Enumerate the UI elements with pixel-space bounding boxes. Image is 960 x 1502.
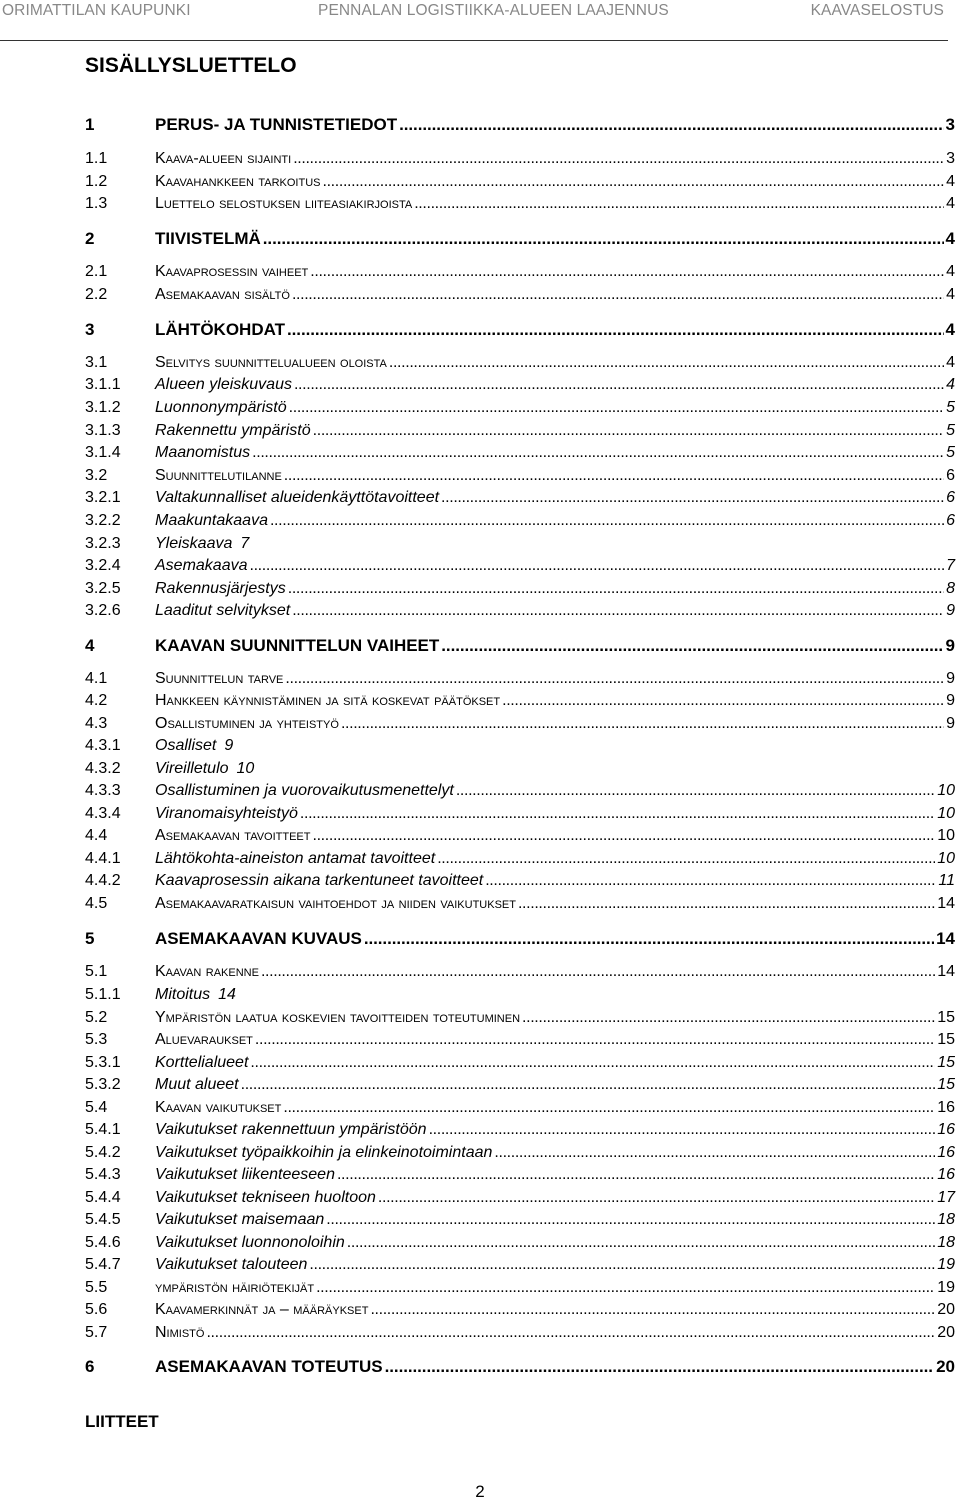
toc-entry-number: 2.2 bbox=[85, 286, 108, 303]
toc-entry-title: Vaikutukset liikenteeseen bbox=[155, 1166, 335, 1183]
toc-dot-leader bbox=[389, 354, 944, 372]
toc-dot-leader bbox=[313, 422, 944, 440]
toc-entry-title: ASEMAKAAVAN TOTEUTUS bbox=[155, 1357, 383, 1376]
toc-entry[interactable] bbox=[85, 929, 955, 951]
toc-dot-leader bbox=[206, 1324, 935, 1342]
toc-dot-leader bbox=[456, 782, 935, 800]
toc-entry[interactable] bbox=[85, 1357, 955, 1379]
toc-dot-leader bbox=[300, 805, 935, 823]
toc-dot-leader bbox=[518, 895, 935, 913]
toc-entry-title: Luonnonympäristö bbox=[155, 399, 287, 416]
toc-entry-number: 5.1 bbox=[85, 963, 108, 980]
toc-entry[interactable] bbox=[85, 963, 955, 985]
toc-entry-page: 7 bbox=[946, 557, 955, 574]
toc-entry-number: 1.2 bbox=[85, 173, 108, 190]
toc-entry-number: 3.2.1 bbox=[85, 489, 121, 506]
toc-entry-title: Kaavaprosessin vaiheet bbox=[155, 263, 309, 280]
toc-entry[interactable] bbox=[85, 354, 955, 376]
toc-entry-page: 10 bbox=[937, 850, 955, 867]
toc-entry[interactable] bbox=[85, 602, 955, 624]
toc-entry[interactable] bbox=[85, 422, 955, 444]
toc-entry-title: Asemakaavan sisältö bbox=[155, 286, 290, 303]
toc-entry-number: 5.3.1 bbox=[85, 1054, 121, 1071]
toc-entry-page: 18 bbox=[937, 1211, 955, 1228]
toc-entry[interactable] bbox=[85, 444, 955, 466]
toc-entry-number: 5.4 bbox=[85, 1099, 108, 1116]
toc-entry[interactable] bbox=[85, 376, 955, 398]
toc-entry-title: Kaavan vaikutukset bbox=[155, 1099, 282, 1116]
toc-entry[interactable] bbox=[85, 1234, 955, 1256]
toc-entry-page: 15 bbox=[937, 1054, 955, 1071]
toc-entry-number: 6 bbox=[85, 1357, 95, 1376]
toc-entry-number: 4.3.4 bbox=[85, 805, 121, 822]
toc-dot-leader bbox=[250, 557, 945, 575]
toc-dot-leader bbox=[378, 1189, 935, 1207]
toc-entry-title: Kaavahankkeen tarkoitus bbox=[155, 173, 321, 190]
toc-entry-title: Selvitys suunnittelualueen oloista bbox=[155, 354, 387, 371]
toc-entry[interactable] bbox=[85, 760, 955, 782]
toc-entry[interactable] bbox=[85, 1099, 955, 1121]
toc-entry-title: KAAVAN SUUNNITTELUN VAIHEET bbox=[155, 636, 440, 655]
toc-entry[interactable] bbox=[85, 636, 955, 658]
toc-entry[interactable] bbox=[85, 782, 955, 804]
header-document-type: KAAVASELOSTUS bbox=[810, 2, 944, 19]
toc-dot-leader bbox=[341, 715, 944, 733]
toc-entry-title: Suunnittelun tarve bbox=[155, 670, 284, 687]
toc-entry-page: 4 bbox=[946, 286, 955, 303]
toc-entry-title: Nimistö bbox=[155, 1324, 205, 1341]
toc-entry-number: 3.2 bbox=[85, 467, 108, 484]
toc-dot-leader bbox=[326, 1211, 935, 1229]
toc-entry-title: Valtakunnalliset alueidenkäyttötavoitteet bbox=[155, 489, 440, 506]
toc-entry[interactable] bbox=[85, 872, 955, 894]
toc-dot-leader bbox=[241, 1076, 936, 1094]
toc-entry-title: Kaavaprosessin aikana tarkentuneet tavoitteet bbox=[155, 872, 484, 889]
toc-entry-title: Aluevaraukset bbox=[155, 1031, 253, 1048]
toc-entry-page: 20 bbox=[937, 1324, 955, 1341]
toc-entry-number: 5.5 bbox=[85, 1279, 108, 1296]
toc-entry[interactable] bbox=[85, 1076, 955, 1098]
toc-entry-title: Hankkeen käynnistäminen ja sitä koskevat päätökset bbox=[155, 692, 501, 709]
toc-dot-leader bbox=[485, 872, 936, 890]
toc-entry-page: 9 bbox=[946, 692, 955, 709]
toc-dot-leader bbox=[437, 850, 935, 868]
toc-entry-number: 5.1.1 bbox=[85, 986, 121, 1003]
toc-entry-title: Kaavan rakenne bbox=[155, 963, 259, 980]
toc-entry[interactable] bbox=[85, 1301, 955, 1323]
toc-entry-page: 9 bbox=[945, 636, 955, 655]
toc-entry-title: Vaikutukset luonnonoloihin bbox=[155, 1234, 345, 1251]
toc-entry-title: Asemakaavan tavoitteet bbox=[155, 827, 311, 844]
toc-entry-number: 5.2 bbox=[85, 1009, 108, 1026]
toc-dot-leader bbox=[294, 376, 944, 394]
toc-entry-page: 10 bbox=[937, 827, 955, 844]
toc-entry-title: Yleiskaava bbox=[155, 535, 233, 552]
toc-entry-title: Rakennusjärjestys bbox=[155, 580, 286, 597]
toc-entry[interactable] bbox=[85, 670, 955, 692]
toc-dot-leader bbox=[429, 1121, 936, 1139]
toc-dot-leader bbox=[347, 1234, 935, 1252]
toc-entry-title: Ympäristön laatua koskevien tavoitteiden toteutuminen bbox=[155, 1009, 521, 1026]
toc-entry-number: 1 bbox=[85, 115, 95, 134]
toc-dot-leader bbox=[288, 580, 944, 598]
toc-entry-title: Asemakaava bbox=[155, 557, 248, 574]
toc-dot-leader bbox=[414, 195, 944, 213]
toc-entry-title: Maakuntakaava bbox=[155, 512, 268, 529]
toc-entry-title: Korttelialueet bbox=[155, 1054, 249, 1071]
toc-entry-page: 10 bbox=[236, 760, 255, 777]
toc-entry[interactable] bbox=[85, 1211, 955, 1233]
toc-entry-title: Mitoitus bbox=[155, 986, 211, 1003]
toc-entry-number: 5.4.4 bbox=[85, 1189, 121, 1206]
toc-entry-page: 15 bbox=[937, 1031, 955, 1048]
toc-entry-page: 14 bbox=[936, 929, 955, 948]
toc-entry-page: 9 bbox=[224, 737, 234, 754]
toc-entry-title: Laaditut selvitykset bbox=[155, 602, 291, 619]
toc-entry-page: 5 bbox=[946, 444, 955, 461]
toc-entry-number: 4.3 bbox=[85, 715, 108, 732]
toc-entry[interactable] bbox=[85, 1279, 955, 1301]
toc-entry-page: 9 bbox=[946, 670, 955, 687]
toc-entry[interactable] bbox=[85, 535, 955, 557]
toc-entry-page: 16 bbox=[937, 1166, 955, 1183]
toc-entry-number: 4.3.2 bbox=[85, 760, 121, 777]
toc-dot-leader bbox=[310, 263, 944, 281]
toc-entry-page: 4 bbox=[946, 195, 955, 212]
toc-dot-leader bbox=[261, 963, 935, 981]
toc-entry[interactable] bbox=[85, 399, 955, 421]
toc-entry[interactable] bbox=[85, 1256, 955, 1278]
toc-entry-page: 14 bbox=[937, 963, 955, 980]
toc-entry-page: 5 bbox=[946, 422, 955, 439]
toc-entry-number: 5.4.2 bbox=[85, 1144, 121, 1161]
toc-entry-number: 3.1 bbox=[85, 354, 108, 371]
toc-entry-page: 4 bbox=[946, 263, 955, 280]
toc-entry-number: 3.1.1 bbox=[85, 376, 121, 393]
toc-entry-number: 5.4.7 bbox=[85, 1256, 121, 1273]
toc-entry-page: 4 bbox=[946, 376, 955, 393]
toc-entry-page: 3 bbox=[945, 115, 955, 134]
toc-entry-number: 4.1 bbox=[85, 670, 108, 687]
toc-entry-page: 9 bbox=[946, 602, 955, 619]
toc-entry-page: 17 bbox=[937, 1189, 955, 1206]
toc-entry-title: Rakennettu ympäristö bbox=[155, 422, 311, 439]
toc-entry[interactable] bbox=[85, 692, 955, 714]
toc-dot-leader bbox=[270, 512, 944, 530]
toc-entry-title: TIIVISTELMÄ bbox=[155, 229, 261, 248]
toc-entry-title: Lähtökohta-aineiston antamat tavoitteet bbox=[155, 850, 436, 867]
toc-entry-page: 16 bbox=[937, 1099, 955, 1116]
toc-entry-page: 14 bbox=[218, 986, 236, 1003]
toc-entry-title: Asemakaavaratkaisun vaihtoehdot ja niiden vaikutukset bbox=[155, 895, 516, 912]
toc-entry-title: Vaikutukset rakennettuun ympäristöön bbox=[155, 1121, 427, 1138]
toc-entry-page: 6 bbox=[946, 489, 955, 506]
toc-entry[interactable] bbox=[85, 715, 955, 737]
toc-entry-page: 3 bbox=[946, 150, 955, 167]
toc-entry-page: 15 bbox=[937, 1009, 955, 1026]
toc-entry-number: 3.2.6 bbox=[85, 602, 121, 619]
toc-entry-number: 4.5 bbox=[85, 895, 108, 912]
toc-entry-title: ympäristön häiriötekijät bbox=[155, 1279, 315, 1296]
toc-dot-leader bbox=[441, 636, 943, 656]
toc-entry-page: 8 bbox=[946, 580, 955, 597]
header-project-title: PENNALAN LOGISTIIKKA-ALUEEN LAAJENNUS bbox=[318, 2, 669, 19]
toc-entry-number: 3.2.4 bbox=[85, 557, 121, 574]
toc-entry-number: 3.2.2 bbox=[85, 512, 121, 529]
toc-entry-title: Osallistuminen ja yhteistyö bbox=[155, 715, 339, 732]
toc-dot-leader bbox=[364, 929, 934, 949]
toc-entry[interactable] bbox=[85, 320, 955, 342]
toc-entry-number: 5.4.5 bbox=[85, 1211, 121, 1228]
toc-entry-title: Osallistuminen ja vuorovaikutusmenettelyt bbox=[155, 782, 454, 799]
toc-dot-leader bbox=[283, 1099, 935, 1117]
toc-entry[interactable] bbox=[85, 1166, 955, 1188]
toc-entry[interactable] bbox=[85, 1144, 955, 1166]
toc-entry-number: 4 bbox=[85, 636, 95, 655]
toc-entry-page: 4 bbox=[946, 173, 955, 190]
toc-dot-leader bbox=[287, 320, 944, 340]
toc-dot-leader bbox=[255, 1031, 935, 1049]
toc-dot-leader bbox=[309, 1256, 935, 1274]
toc-entry[interactable] bbox=[85, 737, 955, 759]
toc-entry[interactable] bbox=[85, 580, 955, 602]
toc-entry-page: 19 bbox=[937, 1256, 955, 1273]
toc-entry-page: 4 bbox=[946, 354, 955, 371]
toc-entry-title: Vaikutukset maisemaan bbox=[155, 1211, 325, 1228]
toc-entry-number: 3.1.4 bbox=[85, 444, 121, 461]
toc-entry-number: 4.4 bbox=[85, 827, 108, 844]
toc-entry[interactable] bbox=[85, 557, 955, 579]
toc-dot-leader bbox=[441, 489, 944, 507]
toc-entry-title: Kaavamerkinnät ja – määräykset bbox=[155, 1301, 369, 1318]
toc-entry-page: 15 bbox=[937, 1076, 955, 1093]
toc-entry-title: Kaava-alueen sijainti bbox=[155, 150, 292, 167]
toc-entry[interactable] bbox=[85, 467, 955, 489]
toc-entry-page: 20 bbox=[937, 1301, 955, 1318]
toc-entry-number: 5.7 bbox=[85, 1324, 108, 1341]
toc-dot-leader bbox=[337, 1166, 935, 1184]
toc-entry-page: 16 bbox=[937, 1144, 955, 1161]
toc-entry-number: 3.2.3 bbox=[85, 535, 121, 552]
toc-entry[interactable] bbox=[85, 512, 955, 534]
toc-entry-page: 18 bbox=[937, 1234, 955, 1251]
toc-entry-number: 5.4.1 bbox=[85, 1121, 121, 1138]
toc-dot-leader bbox=[250, 1054, 935, 1072]
toc-entry-number: 5.6 bbox=[85, 1301, 108, 1318]
toc-entry-page: 11 bbox=[938, 872, 955, 889]
toc-dot-leader bbox=[502, 692, 944, 710]
toc-entry-page: 7 bbox=[240, 535, 250, 552]
toc-dot-leader bbox=[252, 444, 944, 462]
toc-entry-page: 9 bbox=[946, 715, 955, 732]
toc-entry-number: 4.3.1 bbox=[85, 737, 121, 754]
toc-entry-title: Alueen yleiskuvaus bbox=[155, 376, 292, 393]
toc-entry[interactable] bbox=[85, 1324, 955, 1346]
toc-entry[interactable] bbox=[85, 115, 955, 137]
toc-entry[interactable] bbox=[85, 1031, 955, 1053]
toc-entry-page: 6 bbox=[946, 512, 955, 529]
toc-entry-number: 4.4.1 bbox=[85, 850, 121, 867]
toc-entry[interactable] bbox=[85, 1189, 955, 1211]
toc-entry[interactable] bbox=[85, 263, 955, 285]
toc-entry-number: 3 bbox=[85, 320, 95, 339]
toc-title: SISÄLLYSLUETTELO bbox=[85, 54, 297, 77]
toc-entry-number: 4.4.2 bbox=[85, 872, 121, 889]
toc-entry[interactable] bbox=[85, 895, 955, 917]
toc-entry-page: 19 bbox=[937, 1279, 955, 1296]
toc-entry-number: 1.1 bbox=[85, 150, 108, 167]
appendix-heading: LIITTEET bbox=[85, 1412, 159, 1431]
header-organization: ORIMATTILAN KAUPUNKI bbox=[2, 2, 191, 19]
toc-entry-title: Suunnittelutilanne bbox=[155, 467, 282, 484]
toc-entry[interactable] bbox=[85, 229, 955, 251]
toc-entry-page: 4 bbox=[945, 229, 955, 248]
toc-dot-leader bbox=[322, 173, 944, 191]
toc-dot-leader bbox=[292, 286, 944, 304]
toc-entry-title: ASEMAKAAVAN KUVAUS bbox=[155, 929, 362, 948]
toc-entry[interactable] bbox=[85, 986, 955, 1008]
toc-dot-leader bbox=[316, 1279, 935, 1297]
toc-entry-number: 5 bbox=[85, 929, 95, 948]
toc-entry[interactable] bbox=[85, 173, 955, 195]
toc-entry[interactable] bbox=[85, 195, 955, 217]
toc-entry-page: 5 bbox=[946, 399, 955, 416]
toc-dot-leader bbox=[285, 670, 944, 688]
toc-entry-number: 3.2.5 bbox=[85, 580, 121, 597]
toc-entry-title: Vireilletulo bbox=[155, 760, 229, 777]
toc-entry-number: 3.1.3 bbox=[85, 422, 121, 439]
toc-entry-number: 5.4.3 bbox=[85, 1166, 121, 1183]
toc-dot-leader bbox=[522, 1009, 935, 1027]
toc-dot-leader bbox=[313, 827, 936, 845]
toc-entry-page: 10 bbox=[937, 782, 955, 799]
toc-entry-number: 4.3.3 bbox=[85, 782, 121, 799]
toc-entry-number: 1.3 bbox=[85, 195, 108, 212]
page-number: 2 bbox=[475, 1482, 485, 1501]
toc-entry-title: PERUS- JA TUNNISTETIEDOT bbox=[155, 115, 398, 134]
toc-dot-leader bbox=[293, 150, 944, 168]
toc-dot-leader bbox=[284, 467, 944, 485]
toc-dot-leader bbox=[292, 602, 944, 620]
toc-entry-number: 5.3.2 bbox=[85, 1076, 121, 1093]
toc-entry-page: 10 bbox=[937, 805, 955, 822]
toc-entry-title: Vaikutukset tekniseen huoltoon bbox=[155, 1189, 376, 1206]
toc-entry-number: 2.1 bbox=[85, 263, 108, 280]
toc-entry-title: Viranomaisyhteistyö bbox=[155, 805, 298, 822]
toc-entry-number: 4.2 bbox=[85, 692, 108, 709]
toc-entry-number: 5.3 bbox=[85, 1031, 108, 1048]
toc-dot-leader bbox=[494, 1144, 935, 1162]
toc-entry-title: Luettelo selostuksen liiteasiakirjoista bbox=[155, 195, 413, 212]
toc-entry[interactable] bbox=[85, 1009, 955, 1031]
toc-entry[interactable] bbox=[85, 489, 955, 511]
toc-dot-leader bbox=[399, 115, 943, 135]
toc-entry-page: 4 bbox=[945, 320, 955, 339]
toc-dot-leader bbox=[370, 1301, 935, 1319]
toc-entry-page: 20 bbox=[936, 1357, 955, 1376]
toc-entry[interactable] bbox=[85, 827, 955, 849]
toc-dot-leader bbox=[263, 229, 944, 249]
toc-entry[interactable] bbox=[85, 850, 955, 872]
toc-entry-page: 16 bbox=[937, 1121, 955, 1138]
toc-entry-title: Vaikutukset työpaikkoihin ja elinkeinotoimintaan bbox=[155, 1144, 493, 1161]
toc-entry-number: 5.4.6 bbox=[85, 1234, 121, 1251]
toc-entry[interactable] bbox=[85, 1121, 955, 1143]
toc-dot-leader bbox=[289, 399, 944, 417]
toc-entry-page: 14 bbox=[937, 895, 955, 912]
toc-entry-number: 2 bbox=[85, 229, 95, 248]
toc-entry-page: 6 bbox=[946, 467, 955, 484]
toc-dot-leader bbox=[385, 1357, 934, 1377]
toc-entry[interactable] bbox=[85, 805, 955, 827]
toc-entry-title: Muut alueet bbox=[155, 1076, 239, 1093]
toc-entry-title: Osalliset bbox=[155, 737, 217, 754]
toc-entry-title: Vaikutukset talouteen bbox=[155, 1256, 308, 1273]
toc-entry-title: Maanomistus bbox=[155, 444, 251, 461]
toc-entry-title: LÄHTÖKOHDAT bbox=[155, 320, 285, 339]
toc-entry[interactable] bbox=[85, 1054, 955, 1076]
toc-entry-number: 3.1.2 bbox=[85, 399, 121, 416]
toc-entry[interactable] bbox=[85, 286, 955, 308]
header-divider bbox=[0, 40, 948, 41]
toc-entry[interactable] bbox=[85, 150, 955, 172]
